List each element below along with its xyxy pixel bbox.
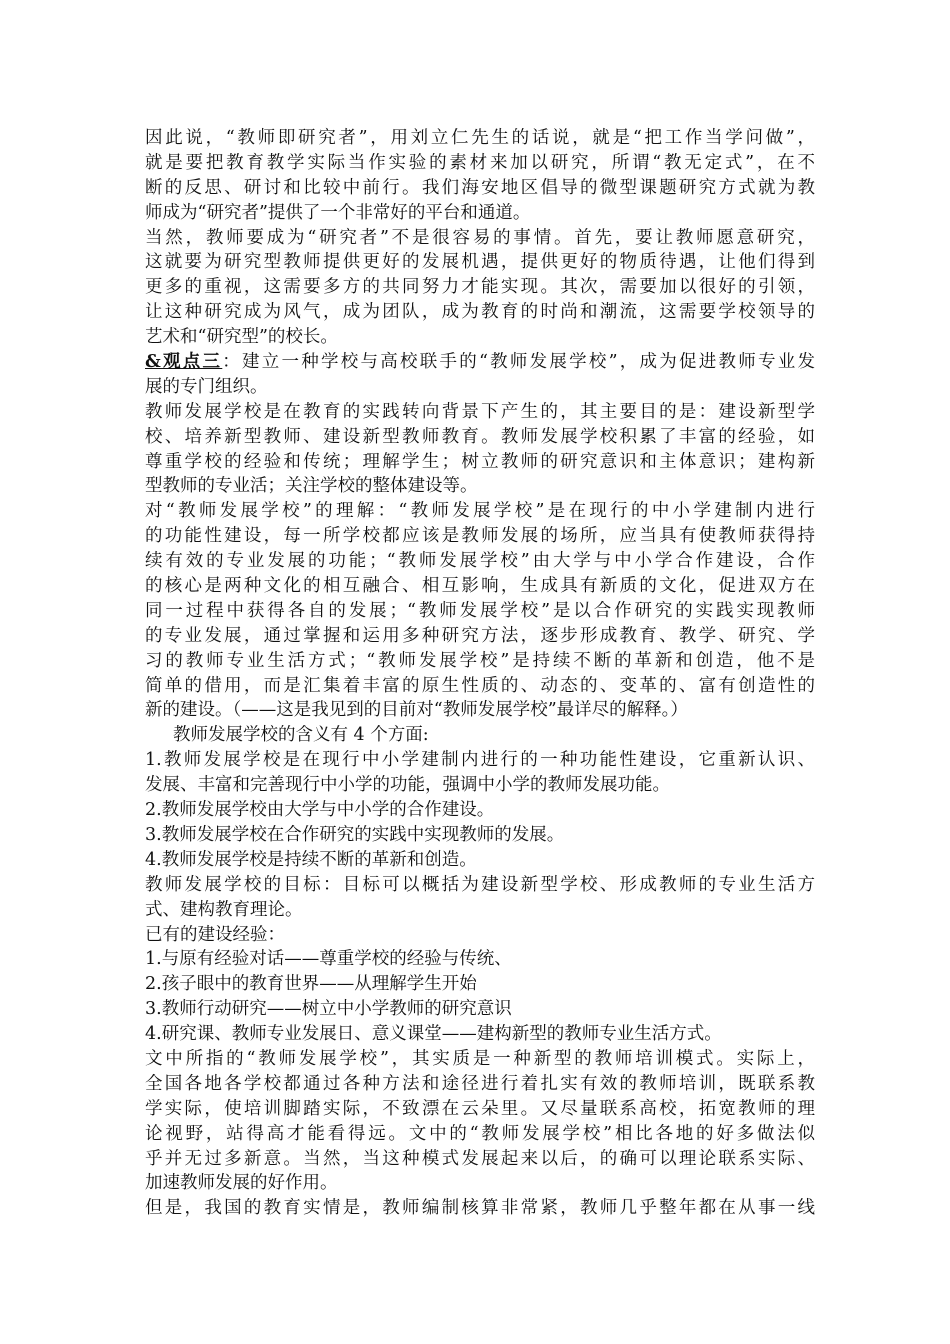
text-line: 教师发展学校是在教育的实践转向背景下产生的，其主要目的是：建设新型学 (145, 401, 815, 422)
text-line: 文中所指的“教师发展学校”，其实质是一种新型的教师培训模式。实际上， (145, 1048, 815, 1069)
text-line: 因此说，“教师即研究者”，用刘立仁先生的话说，就是“把工作当学问做”， (145, 128, 815, 148)
text-line: 全国各地各学校都通过各种方法和途径进行着扎实有效的教师培训，既联系教 (145, 1073, 815, 1094)
text-line: 艺术和“研究型”的校长。 (145, 327, 338, 348)
text-line: 就是要把教育教学实际当作实验的素材来加以研究，所谓“教无定式”，在不 (145, 152, 816, 173)
text-line: 型教师的专业活；关注学校的整体建设等。 (145, 476, 478, 497)
text-line: 式、建构教育理论。 (145, 899, 303, 920)
text-line: 对“教师发展学校”的理解：“教师发展学校”是在现行的中小学建制内进行 (145, 501, 815, 522)
text-line-content: 建立一种学校与高校联手的“教师发展学校”，成为促进教师专业发 (242, 352, 815, 373)
text-line: 2.教师发展学校由大学与中小学的合作建设。 (145, 800, 495, 821)
text-line: 习的教师专业生活方式；“教师发展学校”是持续不断的革新和创造，他不是 (145, 650, 815, 671)
text-line: 已有的建设经验： (145, 924, 285, 945)
text-line: 师成为“研究者”提供了一个非常好的平台和通道。 (145, 202, 531, 223)
text-line: 这就要为研究型教师提供更好的发展机遇，提供更好的物质待遇，让他们得到 (145, 252, 815, 273)
text-line: 4.教师发展学校是持续不断的革新和创造。 (145, 849, 477, 870)
text-line: 续有效的专业发展的功能；“教师发展学校”由大学与中小学合作建设，合作 (145, 551, 815, 572)
text-line: 1.教师发展学校是在现行中小学建制内进行的一种功能性建设，它重新认识、 (145, 750, 815, 771)
text-line: 3.教师发展学校在合作研究的实践中实现教师的发展。 (145, 824, 565, 845)
text-line: 的专业发展，通过掌握和运用多种研究方法，逐步形成教育、教学、研究、学 (145, 625, 815, 646)
text-line: 3.教师行动研究——树立中小学教师的研究意识 (145, 999, 512, 1020)
text-line: 教师发展学校的含义有 4 个方面: (173, 725, 429, 746)
text-line: 4.研究课、教师专业发展日、意义课堂——建构新型的教师专业生活方式。 (145, 1024, 722, 1045)
text-line: 论视野，站得高才能看得远。文中的“教师发展学校”相比各地的好多做法似 (145, 1123, 815, 1144)
text-line: 让这种研究成为风气，成为团队，成为教育的时尚和潮流，这需要学校领导的 (145, 302, 815, 323)
section-heading-marker: &观点三 (145, 352, 223, 373)
text-line: &观点三：建立一种学校与高校联手的“教师发展学校”，成为促进教师专业发 (145, 352, 815, 373)
text-line: 同一过程中获得各自的发展；“教师发展学校”是以合作研究的实践实现教师 (145, 600, 815, 621)
text-line: 学实际，使培训脚踏实际，不致漂在云朵里。又尽量联系高校，拓宽教师的理 (145, 1098, 815, 1119)
text-line: 但是，我国的教育实情是，教师编制核算非常紧，教师几乎整年都在从事一线 (145, 1198, 815, 1219)
text-line: 简单的借用，而是汇集着丰富的原生性质的、动态的、变革的、富有创造性的 (145, 675, 815, 696)
text-line: 当然，教师要成为“研究者”不是很容易的事情。首先，要让教师愿意研究， (145, 227, 815, 248)
text-line: 2.孩子眼中的教育世界——从理解学生开始 (145, 974, 477, 995)
text-line: 的功能性建设，每一所学校都应该是教师发展的场所，应当具有使教师获得持 (145, 526, 815, 547)
text-line: 的核心是两种文化的相互融合、相互影响，生成具有新质的文化，促进双方在 (145, 576, 815, 597)
text-line: 展的专门组织。 (145, 376, 268, 397)
text-line: 尊重学校的经验和传统；理解学生；树立教师的研究意识和主体意识；建构新 (145, 451, 815, 472)
text-line: 断的反思、研讨和比较中前行。我们海安地区倡导的微型课题研究方式就为教 (145, 177, 815, 198)
text-line: 新的建设。（——这是我见到的目前对“教师发展学校”最详尽的解释。） (145, 700, 688, 721)
text-line: 加速教师发展的好作用。 (145, 1173, 338, 1194)
text-line: 乎并无过多新意。当然，当这种模式发展起来以后，的确可以理论联系实际、 (145, 1148, 815, 1169)
text-line: 校、培养新型教师、建设新型教师教育。教师发展学校积累了丰富的经验，如 (145, 426, 815, 447)
text-line: 1.与原有经验对话——尊重学校的经验与传统、 (145, 949, 512, 970)
text-line: 发展、丰富和完善现行中小学的功能，强调中小学的教师发展功能。 (145, 775, 670, 796)
document-body (145, 126, 815, 1221)
text-line: 教师发展学校的目标：目标可以概括为建设新型学校、形成教师的专业生活方 (145, 874, 815, 895)
text-line: 更多的重视，这需要多方的共同努力才能实现。其次，需要加以很好的引领， (145, 277, 815, 298)
